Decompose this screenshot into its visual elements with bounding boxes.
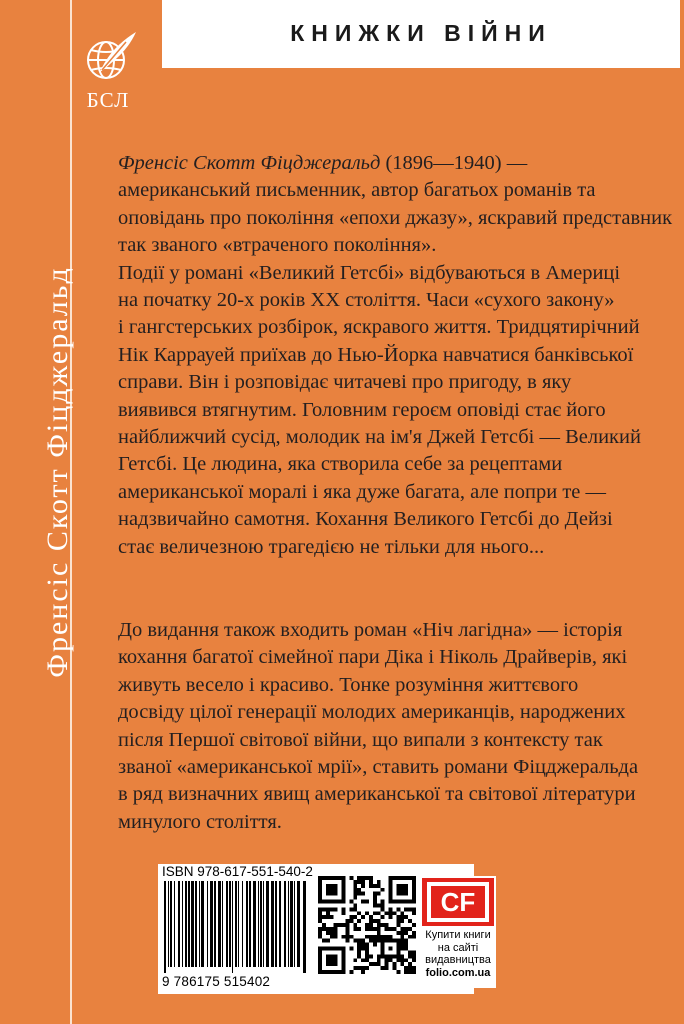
blurb-line: американський письменник, автор багатьох романів та: [118, 179, 596, 202]
shop-url[interactable]: folio.com.ua: [425, 966, 491, 979]
qr-module: [400, 911, 404, 915]
publisher-logo-text: БСЛ: [86, 88, 130, 112]
qr-module: [326, 931, 330, 935]
qr-module: [326, 939, 330, 943]
qr-module: [334, 927, 338, 931]
qr-module: [400, 919, 404, 923]
qr-module: [361, 892, 365, 896]
qr-module: [396, 923, 400, 927]
barcode-bar: [266, 881, 269, 967]
qr-module: [365, 950, 369, 954]
qr-module: [396, 919, 400, 923]
qr-module: [322, 907, 326, 911]
blurb-line: американської моралі і яка дуже багата, але попри те —: [118, 480, 607, 503]
folio-logo-text: CF: [440, 887, 476, 917]
qr-module: [396, 931, 400, 935]
shop-caption: [420, 929, 496, 979]
qr-module: [365, 911, 369, 915]
qr-module: [365, 943, 369, 947]
qr-module: [318, 935, 322, 939]
qr-module: [353, 880, 357, 884]
qr-module: [373, 962, 377, 966]
qr-module: [349, 919, 353, 923]
qr-module: [381, 888, 385, 892]
blurb-line: живуть весело і красиво. Тонке розуміння життєвого: [118, 673, 579, 696]
qr-module: [326, 907, 330, 911]
isbn-label: ISBN 978-617-551-540-2: [162, 864, 313, 879]
qr-module: [412, 954, 416, 958]
qr-module: [361, 939, 365, 943]
qr-module: [330, 927, 334, 931]
qr-module: [369, 880, 373, 884]
qr-module: [373, 943, 377, 947]
author-name: Френсіс Скотт Фіцджеральд: [118, 152, 381, 174]
qr-module: [326, 927, 330, 931]
qr-module: [408, 954, 412, 958]
series-banner: [162, 0, 680, 68]
qr-module: [357, 880, 361, 884]
qr-module: [318, 919, 322, 923]
publisher-logo: [76, 28, 140, 138]
qr-module: [369, 884, 373, 888]
qr-module: [404, 927, 408, 931]
qr-module: [389, 935, 393, 939]
qr-module: [377, 927, 381, 931]
blurb-line: найближчий сусід, молодик на ім'я Джей Гетсбі — Великий: [118, 426, 641, 449]
qr-module: [369, 927, 373, 931]
qr-module: [412, 907, 416, 911]
qr-module: [385, 927, 389, 931]
qr-module: [400, 935, 404, 939]
qr-module: [373, 911, 377, 915]
qr-module: [408, 950, 412, 954]
qr-module: [318, 927, 322, 931]
qr-module: [361, 966, 365, 970]
qr-module: [318, 915, 322, 919]
qr-module: [373, 903, 377, 907]
qr-module: [400, 939, 404, 943]
qr-module: [392, 962, 396, 966]
qr-module: [412, 966, 416, 970]
qr-module: [353, 923, 357, 927]
qr-module: [369, 939, 373, 943]
barcode-bar: [164, 881, 166, 973]
qr-module: [389, 911, 393, 915]
qr-module: [361, 915, 365, 919]
qr-module: [396, 970, 400, 974]
qr-module: [345, 931, 349, 935]
qr-module: [342, 923, 346, 927]
qr-module: [408, 927, 412, 931]
qr-module: [361, 947, 365, 951]
qr-module: [373, 927, 377, 931]
qr-module: [385, 911, 389, 915]
qr-module: [353, 896, 357, 900]
barcode-bar: [199, 881, 200, 967]
qr-module: [412, 970, 416, 974]
barcode-bar: [207, 881, 208, 967]
barcode-bar: [214, 881, 216, 967]
qr-module: [365, 947, 369, 951]
barcode-bar: [271, 881, 274, 967]
barcode-bar: [185, 881, 187, 967]
qr-module: [377, 923, 381, 927]
barcode-bar: [297, 881, 300, 967]
qr-module: [369, 915, 373, 919]
qr-module: [365, 900, 369, 904]
qr-module: [345, 939, 349, 943]
qr-module: [377, 884, 381, 888]
qr-module: [396, 958, 400, 962]
qr-module: [412, 935, 416, 939]
barcode-bar: [188, 881, 190, 967]
qr-module: [377, 931, 381, 935]
qr-module: [349, 876, 353, 880]
qr-module: [412, 911, 416, 915]
barcode-bar: [303, 881, 306, 973]
qr-module: [385, 958, 389, 962]
barcode-bar: [246, 881, 248, 967]
blurb-line: на початку 20-х років XX століття. Часи «сухого закону»: [118, 289, 615, 312]
spine-author: Френсіс Скотт Фіцджеральд: [41, 266, 74, 678]
qr-module: [369, 876, 373, 880]
qr-module: [377, 939, 381, 943]
qr-module: [365, 966, 369, 970]
ean-barcode: [162, 881, 310, 973]
qr-module: [369, 919, 373, 923]
qr-module: [412, 923, 416, 927]
barcode-number: 9 786175 515402: [162, 974, 271, 989]
qr-module: [404, 958, 408, 962]
qr-module: [330, 907, 334, 911]
blurb-line: в ряд визначних явищ американської та світової літератури: [118, 783, 636, 806]
blurb-line: Події у романі «Великий Гетсбі» відбуваються в Америці: [118, 261, 621, 284]
qr-module: [373, 900, 377, 904]
qr-module: [353, 915, 357, 919]
qr-module: [342, 935, 346, 939]
qr-module: [353, 966, 357, 970]
qr-module: [400, 943, 404, 947]
qr-module: [330, 931, 334, 935]
qr-module: [381, 900, 385, 904]
barcode-bar: [288, 881, 289, 967]
barcode-bar: [249, 881, 251, 967]
barcode-bar: [191, 881, 194, 967]
qr-code: [318, 876, 416, 974]
qr-module: [377, 880, 381, 884]
shop-line: видавництва: [425, 954, 491, 967]
barcode-bar: [235, 881, 237, 967]
barcode-bar: [238, 881, 239, 967]
barcode-bar: [232, 881, 233, 973]
barcode-bar: [253, 881, 256, 967]
qr-module: [334, 923, 338, 927]
shop-line: на сайті: [437, 941, 479, 954]
qr-module: [334, 935, 338, 939]
qr-module: [377, 892, 381, 896]
qr-module: [326, 954, 338, 966]
qr-module: [392, 927, 396, 931]
qr-module: [357, 939, 361, 943]
barcode-bar: [178, 881, 180, 967]
barcode-bar: [210, 881, 213, 967]
qr-module: [334, 931, 338, 935]
qr-module: [338, 923, 342, 927]
qr-module: [392, 966, 396, 970]
qr-module: [318, 931, 322, 935]
qr-module: [392, 911, 396, 915]
qr-module: [373, 919, 377, 923]
qr-module: [369, 962, 373, 966]
qr-module: [373, 935, 377, 939]
barcode-bar: [218, 881, 221, 967]
qr-module: [357, 888, 361, 892]
qr-module: [349, 900, 353, 904]
barcode-bar: [229, 881, 231, 967]
qr-module: [357, 954, 361, 958]
blurb-line: стає величезною трагедією не тільки для нього...: [118, 535, 545, 558]
blurb-line: кохання багатої сімейної пари Діка і Ніколь Драйверів, які: [118, 646, 628, 669]
blurb-line: справи. Він і розповідає читачеві про пригоду, в яку: [118, 371, 572, 394]
qr-module: [345, 923, 349, 927]
qr-module: [377, 911, 381, 915]
qr-module: [349, 947, 353, 951]
blurb-line: і гангстерських розбірок, яскравого життя. Тридцятирічний: [118, 316, 640, 339]
qr-module: [400, 931, 404, 935]
qr-module: [377, 935, 381, 939]
barcode-bar: [258, 881, 259, 967]
qr-module: [365, 958, 369, 962]
qr-module: [369, 923, 373, 927]
qr-module: [322, 915, 326, 919]
blurb-line: досвіду цілої генерації молодих американців, народжених: [118, 701, 626, 724]
barcode-bar: [263, 881, 264, 967]
qr-module: [373, 896, 377, 900]
qr-module: [389, 947, 393, 951]
qr-module: [381, 903, 385, 907]
qr-module: [373, 884, 377, 888]
qr-module: [385, 923, 389, 927]
qr-module: [361, 880, 365, 884]
series-title: КНИЖКИ ВІЙНИ: [290, 20, 552, 46]
qr-module: [400, 958, 404, 962]
barcode-bar: [182, 881, 183, 967]
qr-module: [389, 907, 393, 911]
qr-module: [345, 919, 349, 923]
qr-module: [400, 954, 404, 958]
qr-module: [349, 970, 353, 974]
blurb-line: [118, 150, 634, 177]
qr-module: [357, 911, 361, 915]
qr-module: [326, 915, 330, 919]
qr-module: [322, 939, 326, 943]
barcode-bar: [294, 881, 295, 967]
blurb-line: минулого століття.: [118, 810, 282, 833]
barcode-bar: [195, 881, 197, 967]
qr-module: [365, 954, 369, 958]
qr-module: [385, 966, 389, 970]
qr-module: [326, 911, 330, 915]
qr-module: [377, 903, 381, 907]
qr-module: [400, 915, 404, 919]
qr-module: [377, 919, 381, 923]
qr-module: [342, 911, 346, 915]
qr-module: [404, 907, 408, 911]
blurb-line: До видання також входить роман «Ніч лагідна» — історія: [118, 619, 623, 641]
qr-module: [381, 923, 385, 927]
barcode-bar: [222, 881, 223, 967]
qr-module: [349, 907, 353, 911]
qr-module: [412, 931, 416, 935]
qr-module: [381, 966, 385, 970]
qr-module: [342, 907, 346, 911]
blurb-line: виявився втягнутим. Головним героєм оповіді стає його: [118, 398, 606, 421]
barcode-bar: [279, 881, 281, 967]
blurb-line: так званого «втраченого покоління».: [118, 234, 437, 257]
qr-module: [353, 903, 357, 907]
qr-module: [353, 958, 357, 962]
qr-module: [381, 907, 385, 911]
qr-module: [400, 927, 404, 931]
qr-module: [408, 970, 412, 974]
qr-module: [361, 876, 365, 880]
qr-module: [365, 935, 369, 939]
shop-line: Купити книги: [425, 929, 491, 941]
qr-module: [318, 907, 322, 911]
barcode-bar: [290, 881, 293, 967]
blurb-line: Гетсбі. Це людина, яка створила себе за рецептами: [118, 453, 563, 476]
qr-module: [412, 950, 416, 954]
qr-module: [357, 950, 361, 954]
qr-module: [318, 911, 322, 915]
qr-module: [357, 919, 361, 923]
qr-module: [322, 927, 326, 931]
blurb-line: надзвичайно самотня. Кохання Великого Гетсбі до Дейзі: [118, 508, 613, 531]
qr-module: [396, 907, 400, 911]
folio-logo: [422, 878, 494, 926]
qr-module: [330, 915, 334, 919]
qr-module: [361, 884, 365, 888]
barcode-bar: [201, 881, 204, 967]
qr-module: [345, 935, 349, 939]
qr-module: [357, 876, 361, 880]
qr-module: [404, 915, 408, 919]
qr-module: [369, 954, 373, 958]
barcode-bar: [174, 881, 175, 967]
qr-module: [404, 943, 408, 947]
author-dates: (1896—1940) —: [380, 152, 528, 174]
qr-module: [389, 915, 393, 919]
barcode-bar: [170, 881, 172, 967]
barcode-bar: [226, 881, 228, 967]
qr-module: [361, 943, 365, 947]
qr-module: [373, 892, 377, 896]
qr-module: [365, 923, 369, 927]
qr-module: [357, 966, 361, 970]
blurb-line: званої «американської мрії», ставить романи Фіцджеральда: [118, 756, 639, 779]
blurb-line: Нік Каррауей приїхав до Нью-Йорка навчатися банківської: [118, 343, 634, 366]
qr-module: [404, 947, 408, 951]
barcode-bar: [168, 881, 169, 967]
qr-module: [353, 884, 357, 888]
barcode-bar: [275, 881, 277, 967]
qr-module: [389, 927, 393, 931]
qr-module: [404, 939, 408, 943]
qr-module: [377, 954, 381, 958]
qr-module: [322, 923, 326, 927]
qr-module: [377, 962, 381, 966]
qr-module: [400, 947, 404, 951]
qr-module: [400, 962, 404, 966]
blurb-line: оповідань про покоління «епохи джазу», яскравий представник: [118, 206, 673, 229]
qr-module: [353, 888, 357, 892]
qr-module: [408, 966, 412, 970]
globe-quill-icon: [76, 28, 140, 88]
blurb-paragraph-1: [118, 150, 673, 561]
qr-module: [396, 884, 408, 896]
qr-module: [353, 892, 357, 896]
qr-module: [330, 935, 334, 939]
qr-module: [385, 935, 389, 939]
blurb-line: після Першої світової війни, що випали з контексту так: [118, 728, 603, 751]
qr-module: [349, 935, 353, 939]
qr-module: [381, 935, 385, 939]
qr-module: [353, 927, 357, 931]
qr-module: [408, 919, 412, 923]
qr-module: [408, 935, 412, 939]
qr-module: [349, 915, 353, 919]
qr-module: [361, 958, 365, 962]
qr-module: [369, 935, 373, 939]
barcode-bar: [242, 881, 243, 967]
qr-module: [326, 884, 338, 896]
qr-module: [353, 939, 357, 943]
qr-module: [357, 892, 361, 896]
qr-module: [373, 939, 377, 943]
qr-module: [361, 970, 365, 974]
qr-module: [345, 927, 349, 931]
qr-module: [381, 915, 385, 919]
qr-module: [353, 907, 357, 911]
qr-module: [396, 915, 400, 919]
qr-module: [377, 958, 381, 962]
barcode-bar: [260, 881, 262, 967]
qr-module: [385, 962, 389, 966]
qr-module: [412, 958, 416, 962]
shop-panel: [420, 876, 496, 988]
qr-module: [365, 876, 369, 880]
qr-module: [334, 907, 338, 911]
blurb-paragraph-2: [118, 617, 639, 836]
qr-module: [404, 966, 408, 970]
qr-module: [361, 900, 365, 904]
qr-module: [404, 931, 408, 935]
qr-module: [357, 947, 361, 951]
qr-module: [404, 970, 408, 974]
barcode-bar: [284, 881, 286, 967]
qr-module: [408, 962, 412, 966]
qr-module: [357, 943, 361, 947]
qr-module: [357, 927, 361, 931]
qr-module: [365, 927, 369, 931]
qr-module: [389, 958, 393, 962]
qr-module: [408, 907, 412, 911]
